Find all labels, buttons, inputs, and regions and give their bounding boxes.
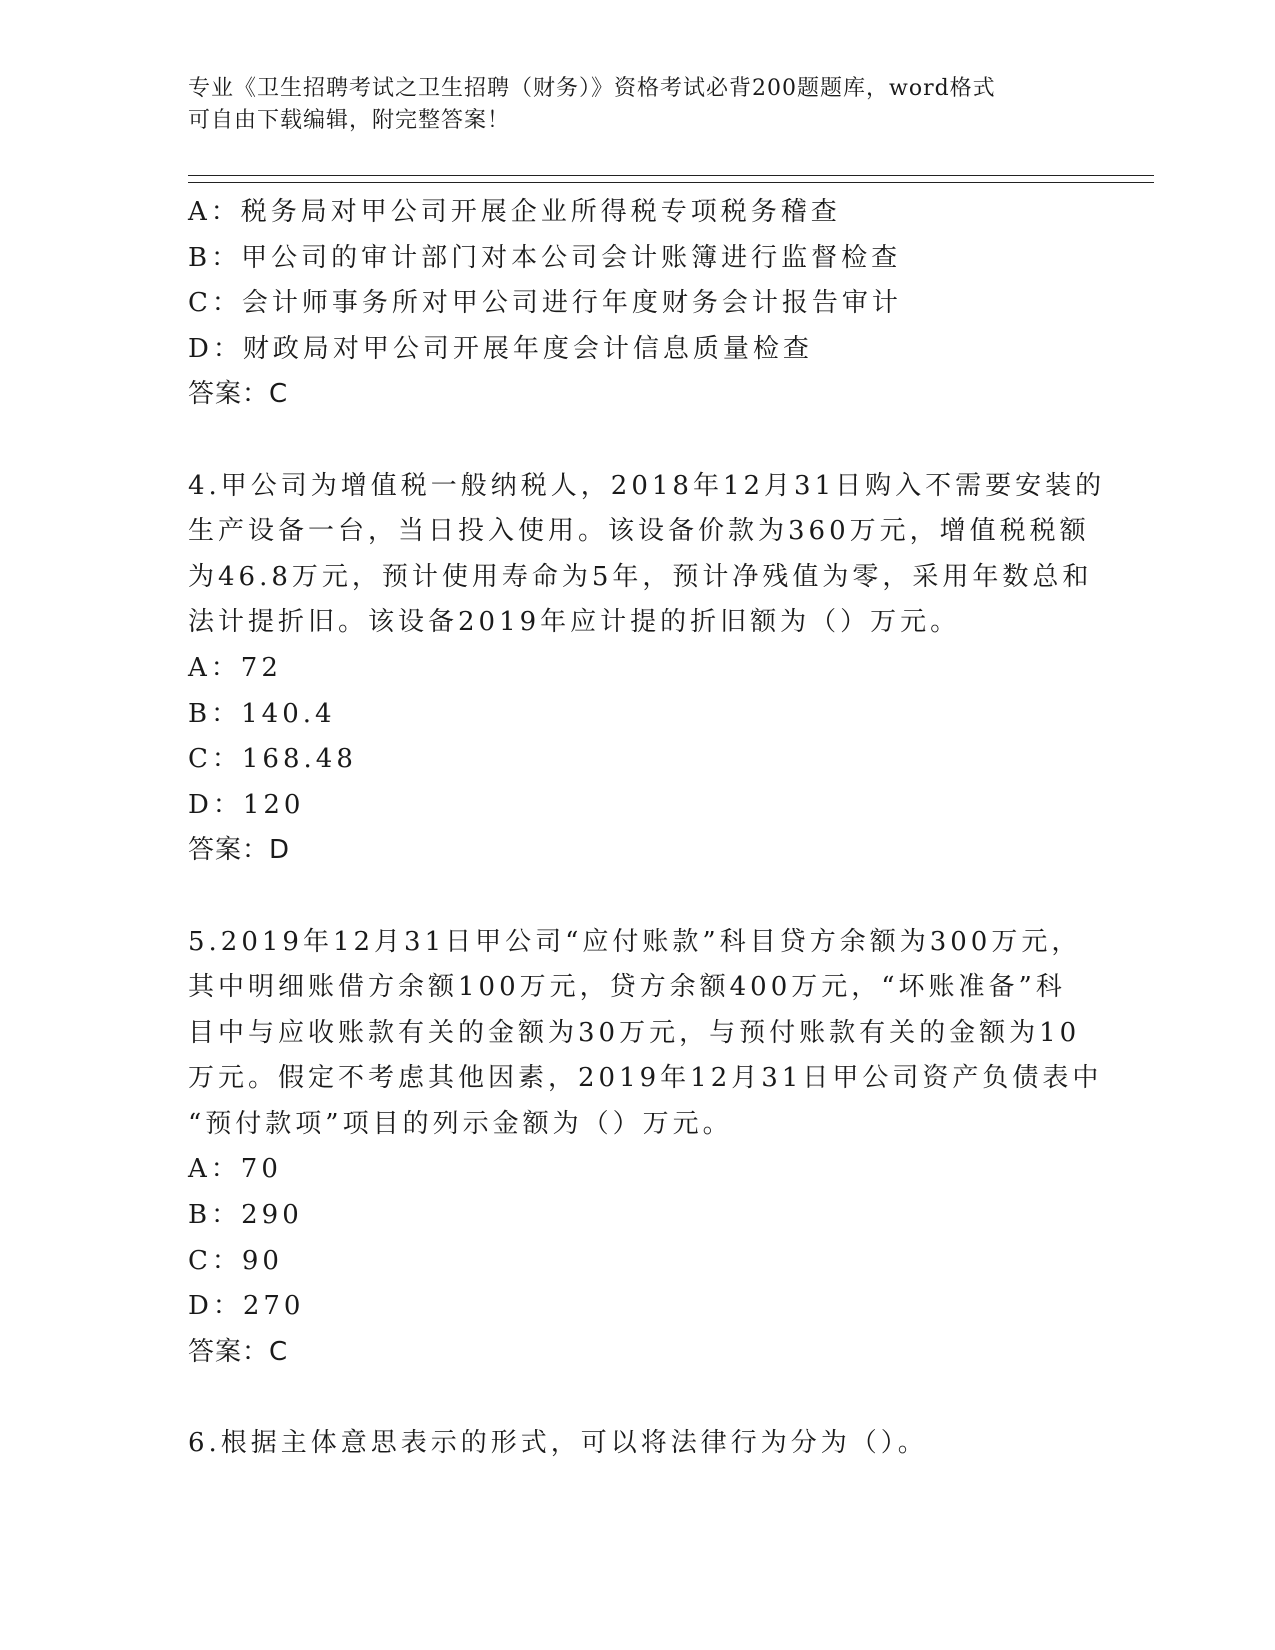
answer: 答案：D [188, 835, 291, 866]
option-d: D：财政局对甲公司开展年度会计信息质量检查 [188, 333, 813, 364]
question-stem-line: 为46.8万元，预计使用寿命为5年，预计净残值为零，采用年数总和 [188, 561, 1093, 592]
header-divider-bottom [188, 182, 1154, 183]
question-stem-line: “预付款项”项目的列示金额为（）万元。 [188, 1108, 733, 1139]
question-stem-line: 5.2019年12月31日甲公司“应付账款”科目贷方余额为300万元， [188, 926, 1082, 957]
question-stem-line: 4.甲公司为增值税一般纳税人，2018年12月31日购入不需要安装的 [188, 470, 1106, 501]
option-b: B：甲公司的审计部门对本公司会计账簿进行监督检查 [188, 242, 902, 273]
document-header [188, 73, 1068, 137]
option-c: C：168.48 [188, 744, 357, 775]
answer: 答案：C [188, 1336, 289, 1367]
header-line-2: 可自由下载编辑，附完整答案！ [188, 108, 511, 133]
option-d: D：120 [188, 789, 305, 820]
option-b: B：290 [188, 1200, 303, 1231]
option-c: C：会计师事务所对甲公司进行年度财务会计报告审计 [188, 288, 902, 319]
option-d: D：270 [188, 1291, 305, 1322]
option-a: A：70 [188, 1154, 282, 1185]
question-stem-line: 6.根据主体意思表示的形式，可以将法律行为分为（）。 [188, 1428, 928, 1459]
option-a: A：72 [188, 652, 282, 683]
spacer [188, 418, 1118, 464]
question-6 [188, 1421, 1118, 1467]
header-divider-top [188, 175, 1154, 176]
option-c: C：90 [188, 1245, 283, 1276]
question-content [188, 190, 1118, 1467]
option-a: A：税务局对甲公司开展企业所得税专项税务稽查 [188, 197, 841, 227]
question-3 [188, 190, 1118, 418]
question-stem-line: 生产设备一台，当日投入使用。该设备价款为360万元，增值税税额 [188, 516, 1090, 547]
spacer [188, 874, 1118, 920]
answer: 答案：C [188, 379, 289, 410]
question-4 [188, 464, 1118, 874]
question-stem-line: 法计提折旧。该设备2019年应计提的折旧额为（）万元。 [188, 607, 961, 638]
question-stem-line: 万元。假定不考虑其他因素，2019年12月31日甲公司资产负债表中 [188, 1063, 1103, 1094]
question-stem-line: 其中明细账借方余额100万元，贷方余额400万元，“坏账准备”科 [188, 972, 1066, 1003]
question-stem-line: 目中与应收账款有关的金额为30万元，与预付账款有关的金额为10 [188, 1017, 1081, 1048]
option-b: B：140.4 [188, 698, 336, 729]
header-line-1: 专业《卫生招聘考试之卫生招聘（财务）》资格考试必背200题题库，word格式 [188, 76, 996, 101]
question-5 [188, 920, 1118, 1376]
spacer [188, 1375, 1118, 1421]
